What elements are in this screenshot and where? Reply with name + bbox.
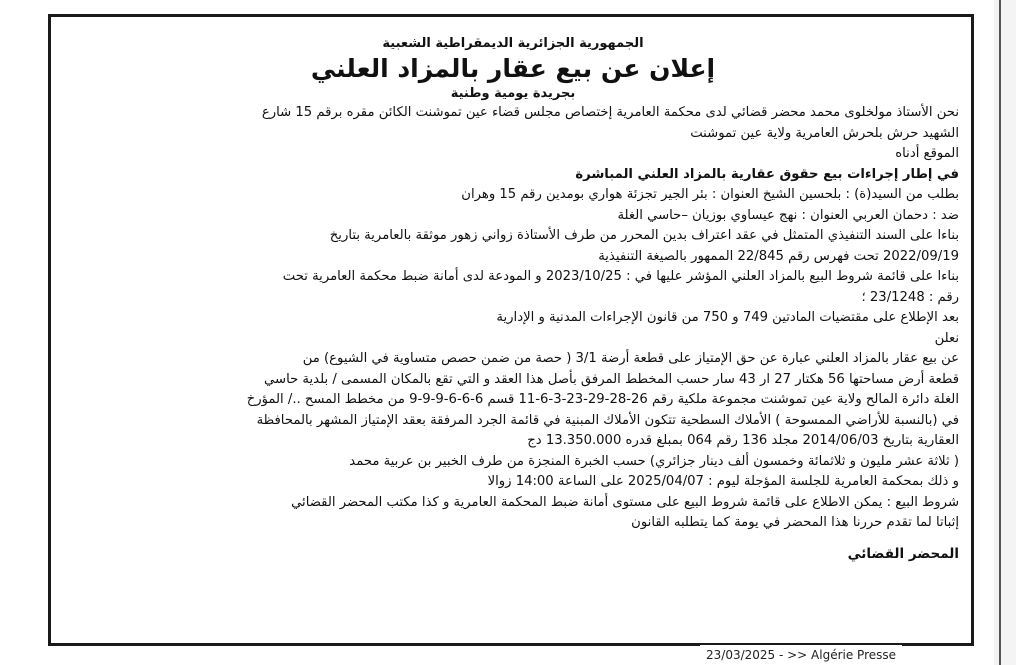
notice-line: الغلة دائرة المالح ولاية عين تموشنت مجموعة ملكية رقم 26-28-29-23-3-6-11 قسم 6-6-6-9-9-9 من مخطط المسح ../ المؤرخ xyxy=(246,392,959,407)
notice-content xyxy=(67,35,959,564)
notice-line: 2022/09/19 تحت فهرس رقم 22/845 الممهور بالصيغة التنفيذية xyxy=(598,248,959,264)
notice-line: في إطار إجراءات بيع حقوق عقارية بالمزاد العلني المباشرة xyxy=(575,166,959,182)
notice-line: نعلن xyxy=(934,330,959,346)
notice-line: ( ثلاثة عشر مليون و ثلاثمائة وخمسون ألف دينار جزائري) حسب الخبرة المنجزة من طرف الخبير بن عربية محمد xyxy=(349,453,959,469)
notice-line: الشهيد حرش بلحرش العامرية ولاية عين تموشنت xyxy=(690,125,959,141)
notice-line: بناءا على قائمة شروط البيع بالمزاد العلني المؤشر عليها في : 2023/10/25 و المودعة لدى أمانة ضبط محكمة العامرية تحت xyxy=(282,269,959,284)
notice-line: العقارية بتاريخ 2014/06/03 مجلد 136 رقم 064 بمبلغ قدره 13.350.000 دج xyxy=(527,433,959,448)
notice-line: شروط البيع : يمكن الاطلاع على قائمة شروط البيع على مستوى أمانة ضبط المحكمة العامرية و كذا مكتب المحضر القضائي xyxy=(291,494,959,510)
notice-line: بناءا على السند التنفيذي المتمثل في عقد اعتراف بدين المحرر من طرف الأستاذة زواني زهور موثقة بالعامرية بتاريخ xyxy=(329,228,959,243)
bailiff-signature: المحضر القضائي xyxy=(847,545,959,562)
notice-line: إثباتا لما تقدم حررنا هذا المحضر في يومة كما يتطلبه القانون xyxy=(631,515,959,530)
notice-line: ضد : دحمان العربي العنوان : نهج عيساوي بوزيان –حاسي الغلة xyxy=(617,207,959,223)
source-footer: 23/03/2025 - >> Algérie Presse xyxy=(700,645,902,665)
notice-line: قطعة أرض مساحتها 56 هكتار 27 ار 43 سار حسب المخطط المرفق بأصل هذا العقد و التي تقع بالمكان المسمى / بلدية حاسي xyxy=(264,371,959,387)
notice-line: و ذلك بمحكمة العامرية للجلسة المؤجلة ليوم : 2025/04/07 على الساعة 14:00 زوالا xyxy=(487,474,959,489)
newspaper-subtitle: بجريدة يومية وطنية xyxy=(450,86,576,101)
notice-line: عن بيع عقار بالمزاد العلني عبارة عن حق الإمتياز على قطعة أرضة 3/1 ( حصة من ضمن حصص متساوية في الشيوع) من xyxy=(302,351,959,366)
legal-notice-frame xyxy=(48,14,974,646)
notice-line: الموقع أدناه xyxy=(895,146,959,161)
notice-line: نحن الأستاذ مولخلوى محمد محضر قضائي لدى محكمة العامرية إختصاص مجلس قضاء عين تموشنت الكائن مقره برقم 15 شارع xyxy=(261,105,959,120)
notice-line: بعد الإطلاع على مقتضيات المادتين 749 و 750 من قانون الإجراءات المدنية و الإدارية xyxy=(496,310,959,325)
adjacent-column-edge xyxy=(994,0,1016,665)
republic-heading: الجمهورية الجزائرية الديمقراطية الشعبية xyxy=(382,36,644,51)
notice-line: في (بالنسبة للأراضي الممسوحة ) الأملاك السطحية تتكون الأملاك المبنية في قائمة الجرد المرفقة بعقد الإمتياز المشهر بالمحافظة xyxy=(256,412,959,428)
notice-line: بطلب من السيد(ة) : بلحسين الشيخ العنوان : بئر الجير تجزئة هواري بومدين رقم 15 وهران xyxy=(461,187,959,202)
notice-title: إعلان عن بيع عقار بالمزاد العلني xyxy=(310,54,716,83)
notice-line: رقم : 23/1248 ؛ xyxy=(861,289,959,305)
